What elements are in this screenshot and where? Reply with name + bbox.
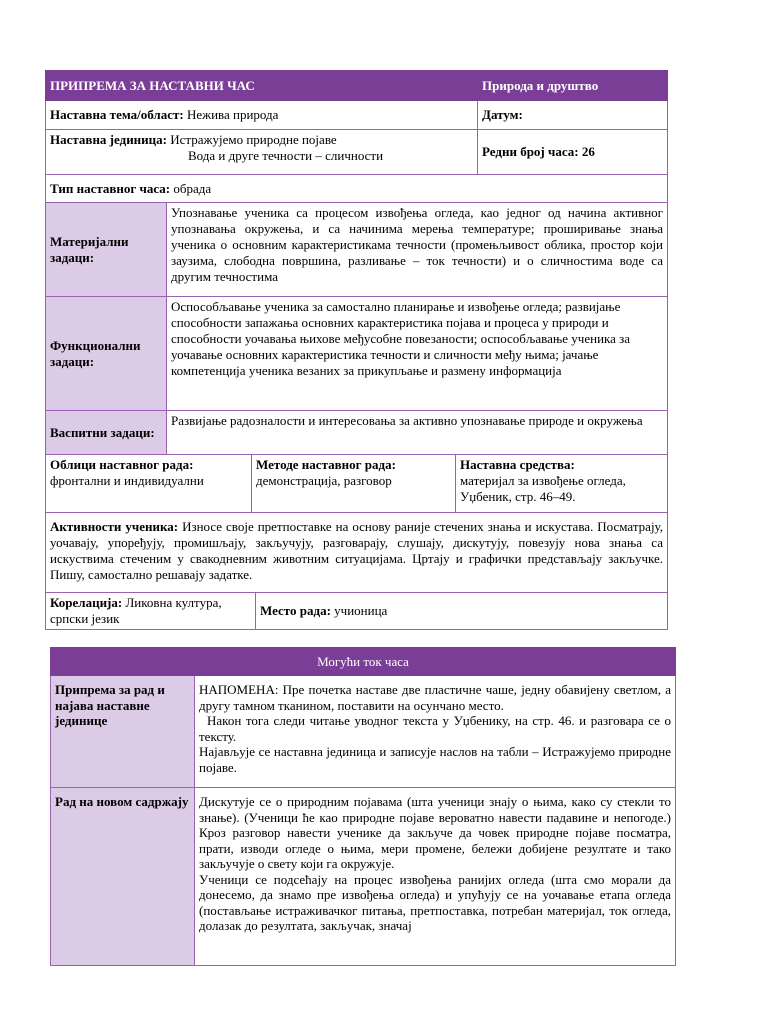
flow-paragraph: Након тога следи читање уводног текста у Уџбенику, на стр. 46. и разговара се о тексту. [199,713,672,744]
lesson-plan-table [45,70,668,630]
lesson-type-label: Тип наставног часа: [50,180,171,196]
flow-section-content [195,676,676,788]
teaching-aids-line-2: Уџбеник, стр. 46–49. [460,489,576,504]
plan-title: ПРИПРЕМА ЗА НАСТАВНИ ЧАС [46,71,478,101]
flow-section-content [195,788,676,966]
methods-value: демонстрација, разговор [256,473,392,488]
correlation-value: Ликовна култура, српски језик [50,595,222,626]
place-label: Место рада: [260,603,331,618]
lesson-flow-title: Могући ток часа [51,648,676,676]
teaching-aids-label: Наставна средства: [460,457,575,472]
work-forms-cell [46,455,252,513]
student-activities-text: Износе своје претпоставке на основу раније стечених знања и искустава. Посматрају, уочавају, упоређују, промишљају, закључују, разговарају, слушају, дискутују, повезују нова знања са искуствима стеченим у свакодневним животним ситуацијама. Цртају и графички представљају закључке. Пишу, самостално решавају задатке. [50,519,664,582]
educational-tasks-label: Васпитни задаци: [46,411,167,455]
material-tasks-text: Упознавање ученика са процесом извођења огледа, као једног од начина активног упознавања окружења, и са начинима мерења температуре; проширивање знања ученика о основним карактеристикама течности (промењљивост облика, простор који заузима, слободна површина, разливање – ток течности) и о сличностима воде са другим течностима [167,203,668,297]
correlation-label: Корелација: [50,595,123,610]
flow-section-label: Припрема за рад и најава наставне јединице [51,676,195,788]
methods-label: Методе наставног рада: [256,457,396,472]
lesson-flow-table [50,647,676,966]
flow-paragraph: Дискутује се о природним појавама (шта ученици знају о њима, како су стекли то знање). (Ученици ће као природне појаве вероватно навести падавине и непогоде.) Кроз разговор навести ученике да закључе да човек природне појаве посматра, прати, изводи огледе о њима, мери промене, бележи добијене резултате и тако закључује о свету који га окружује. [199,794,672,871]
flow-paragraph: Ученици се подсећају на процес извођења ранијих огледа (шта смо морали да донесемо, да знамо пре извођења огледа) и упућују се на уочавање етапа огледа (постављање истраживачког питања, претпоставка, потребан материјал, ток огледа, долазак до резултата, закључак, значај [199,871,672,933]
functional-tasks-text: Оспособљавање ученика за самостално планирање и извођење огледа; развијање способности запажања основних карактеристика појава и процеса у природи и способности уочавања њихове међусобне повезаности; оспособљавање ученика за уочавање основних карактеристика течности и сличности међу њима; јачање компетенција ученика везаних за прикупљање и размену информација [167,297,668,411]
unit-label: Наставна јединица: [50,132,167,147]
flow-section-label: Рад на новом садржају [51,788,195,966]
functional-tasks-label: Функционални задаци: [46,297,167,411]
flow-paragraph: Најављује се наставна јединица и записује наслов на табли – Истражујемо природне појаве. [199,744,672,775]
lesson-number-cell [478,130,668,175]
teaching-aids-cell [456,455,668,513]
correlation-cell [46,593,256,630]
material-tasks-label: Материјални задаци: [46,203,167,297]
student-activities-cell [46,513,668,593]
lesson-type-value: обрада [173,180,212,196]
subject-name: Природа и друштво [478,71,668,101]
work-forms-value: фронтални и индивидуални [50,473,204,488]
unit-line-1: Истражујемо природне појаве [170,132,337,147]
place-value: учионица [334,603,388,618]
work-forms-label: Облици наставног рада: [50,457,194,472]
unit-row [46,130,478,175]
place-cell [256,593,668,630]
date-label: Датум: [478,101,668,130]
educational-tasks-text: Развијање радозналости и интересовања за активно упознавање природе и окружења [167,411,668,455]
methods-cell [252,455,456,513]
lesson-number-value: 26 [581,144,595,159]
lesson-type-row [46,175,668,203]
flow-paragraph: НАПОМЕНА: Пре почетка наставе две пластичне чаше, једну обавијену светлом, а другу тамном тканином, поставити на осунчано место. [199,682,672,713]
topic-value: Нежива природа [186,107,279,122]
topic-row [46,101,478,130]
teaching-aids-line-1: материјал за извођење огледа, [460,473,626,488]
student-activities-label: Активности ученика: [50,519,179,534]
unit-line-2: Вода и друге течности – сличности [188,148,384,163]
lesson-number-label: Редни број часа: [482,144,579,159]
topic-label: Наставна тема/област: [50,107,184,122]
